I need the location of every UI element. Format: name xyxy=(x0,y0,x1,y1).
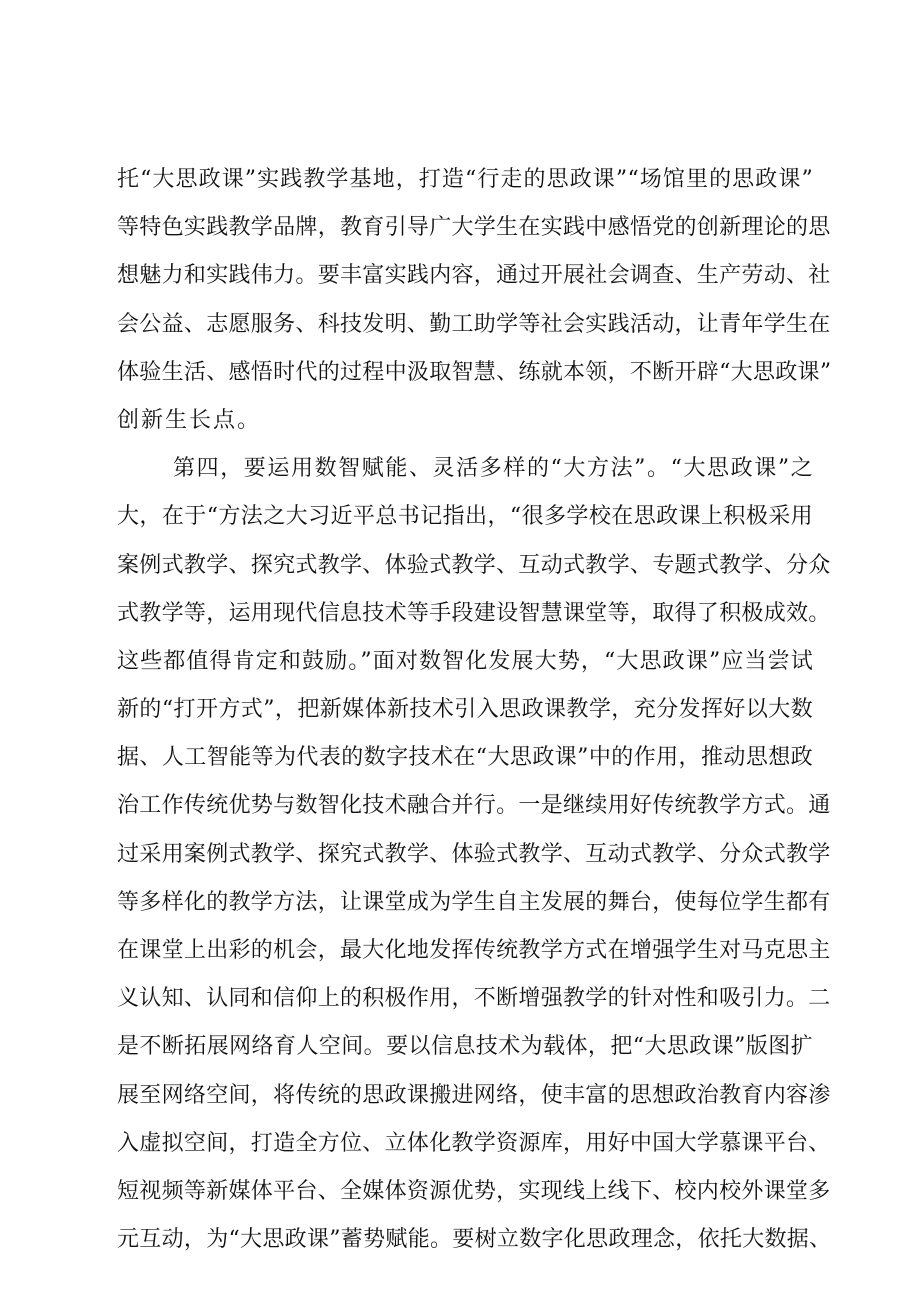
text-line: 元互动，为“大思政课”蓄势赋能。要树立数字化思政理念，依托大数据、 xyxy=(117,1227,832,1253)
text-line: 大，在于“方法之大习近平总书记指出，“很多学校在思政课上积极采用 xyxy=(117,504,813,530)
text-line: 新的“打开方式”，把新媒体新技术引入思政课教学，充分发挥好以大数 xyxy=(117,697,813,723)
text-line: 治工作传统优势与数智化技术融合并行。一是继续用好传统教学方式。通 xyxy=(117,793,831,819)
paragraph-end-line: 创新生长点。 xyxy=(117,407,262,433)
paragraph-start-line: 第四，要运用数智赋能、灵活多样的“大方法”。“大思政课”之 xyxy=(173,456,813,482)
text-line: 体验生活、感悟时代的过程中汲取智慧、练就本领，不断开辟“大思政课” xyxy=(117,359,832,385)
text-line: 短视频等新媒体平台、全媒体资源优势，实现线上线下、校内校外课堂多 xyxy=(117,1178,831,1204)
text-line: 过采用案例式教学、探究式教学、体验式教学、互动式教学、分众式教学 xyxy=(117,841,831,867)
text-line: 想魅力和实践伟力。要丰富实践内容，通过开展社会调查、生产劳动、社 xyxy=(117,263,831,289)
text-line: 等特色实践教学品牌，教育引导广大学生在实践中感悟党的创新理论的思 xyxy=(117,215,831,241)
text-line: 案例式教学、探究式教学、体验式教学、互动式教学、专题式教学、分众 xyxy=(117,552,831,578)
text-line: 是不断拓展网络育人空间。要以信息技术为载体，把“大思政课”版图扩 xyxy=(117,1034,813,1060)
text-line: 在课堂上出彩的机会，最大化地发挥传统教学方式在增强学生对马克思主 xyxy=(117,938,831,963)
text-line: 等多样化的教学方法，让课堂成为学生自主发展的舞台，使每位学生都有 xyxy=(117,889,831,915)
text-line: 据、人工智能等为代表的数字技术在“大思政课”中的作用，推动思想政 xyxy=(117,745,813,771)
text-line: 会公益、志愿服务、科技发明、勤工助学等社会实践活动，让青年学生在 xyxy=(117,311,831,337)
text-line: 义认知、认同和信仰上的积极作用，不断增强教学的针对性和吸引力。二 xyxy=(117,986,831,1012)
text-line: 托“大思政课”实践教学基地，打造“行走的思政课”“场馆里的思政课” xyxy=(117,167,813,192)
body-text xyxy=(117,156,832,1264)
text-line: 展至网络空间，将传统的思政课搬进网络，使丰富的思想政治教育内容渗 xyxy=(117,1082,831,1108)
text-line: 式教学等，运用现代信息技术等手段建设智慧课堂等，取得了积极成效。 xyxy=(117,600,831,626)
text-line: 入虚拟空间，打造全方位、立体化教学资源库，用好中国大学慕课平台、 xyxy=(117,1130,831,1156)
text-line: 这些都值得肯定和鼓励。”面对数智化发展大势，“大思政课”应当尝试 xyxy=(117,648,813,674)
